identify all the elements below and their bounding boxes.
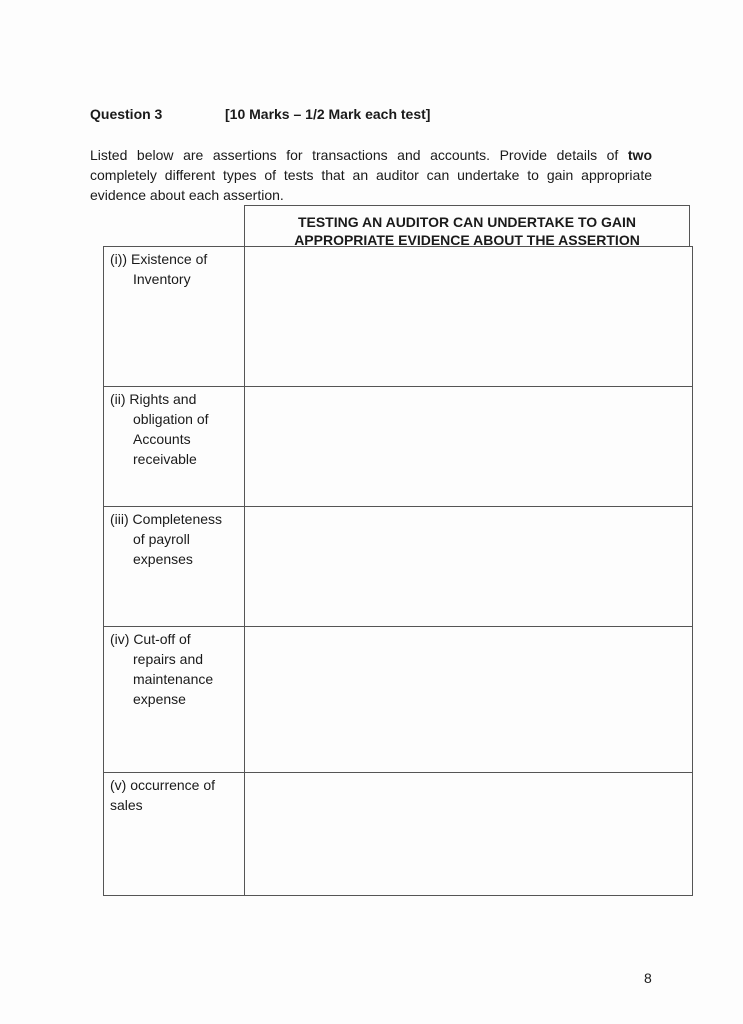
answer-cell[interactable]	[245, 507, 693, 627]
assertion-label-line: (i)) Existence of	[110, 251, 208, 267]
question-title: Question 3	[90, 106, 163, 122]
table-header	[244, 205, 690, 246]
assertion-label-line: Accounts	[133, 431, 191, 447]
assertion-label-line: obligation of	[133, 411, 209, 427]
instructions-text-start: Listed below are assertions for transactions and accounts. Provide details of	[90, 147, 628, 163]
assertion-label	[104, 507, 245, 627]
table-row	[104, 387, 693, 507]
table-row	[104, 507, 693, 627]
assertion-label	[104, 627, 245, 773]
assertion-label-line: (iii) Completeness	[110, 511, 223, 527]
assertion-label-line: (ii) Rights and	[110, 391, 197, 407]
assertion-label	[104, 387, 245, 507]
assertion-label-line: expense	[133, 691, 186, 707]
instructions-paragraph	[90, 145, 652, 205]
answer-cell[interactable]	[245, 773, 693, 896]
table-row	[104, 627, 693, 773]
assertion-label-line: receivable	[133, 451, 197, 467]
answer-cell[interactable]	[245, 247, 693, 387]
assertion-label-line: sales	[110, 797, 143, 813]
instructions-bold-word: two	[627, 147, 652, 163]
instructions-text-end: completely different types of tests that an auditor can undertake to gain appropriate evidence about each assertion.	[90, 167, 652, 203]
question-marks: [10 Marks – 1/2 Mark each test]	[225, 106, 431, 122]
assertions-table	[103, 246, 693, 896]
table-row	[104, 773, 693, 896]
assertion-label-line: maintenance	[133, 671, 214, 687]
answer-cell[interactable]	[245, 387, 693, 507]
assertion-label-line: (v) occurrence of	[110, 777, 216, 793]
table-row	[104, 247, 693, 387]
assertion-label-line: repairs and	[133, 651, 204, 667]
table-header-line-2: APPROPRIATE EVIDENCE ABOUT THE ASSERTION	[294, 232, 640, 248]
assertion-label-line: Inventory	[133, 271, 191, 287]
assertion-label	[104, 773, 245, 896]
assertion-label-line: expenses	[133, 551, 193, 567]
table-header-line-1: TESTING AN AUDITOR CAN UNDERTAKE TO GAIN	[297, 214, 637, 230]
assertion-label-line: (iv) Cut-off of	[110, 631, 191, 647]
answer-cell[interactable]	[245, 627, 693, 773]
page-number: 8	[644, 970, 652, 986]
assertion-label	[104, 247, 245, 387]
assertion-label-line: of payroll	[133, 531, 190, 547]
